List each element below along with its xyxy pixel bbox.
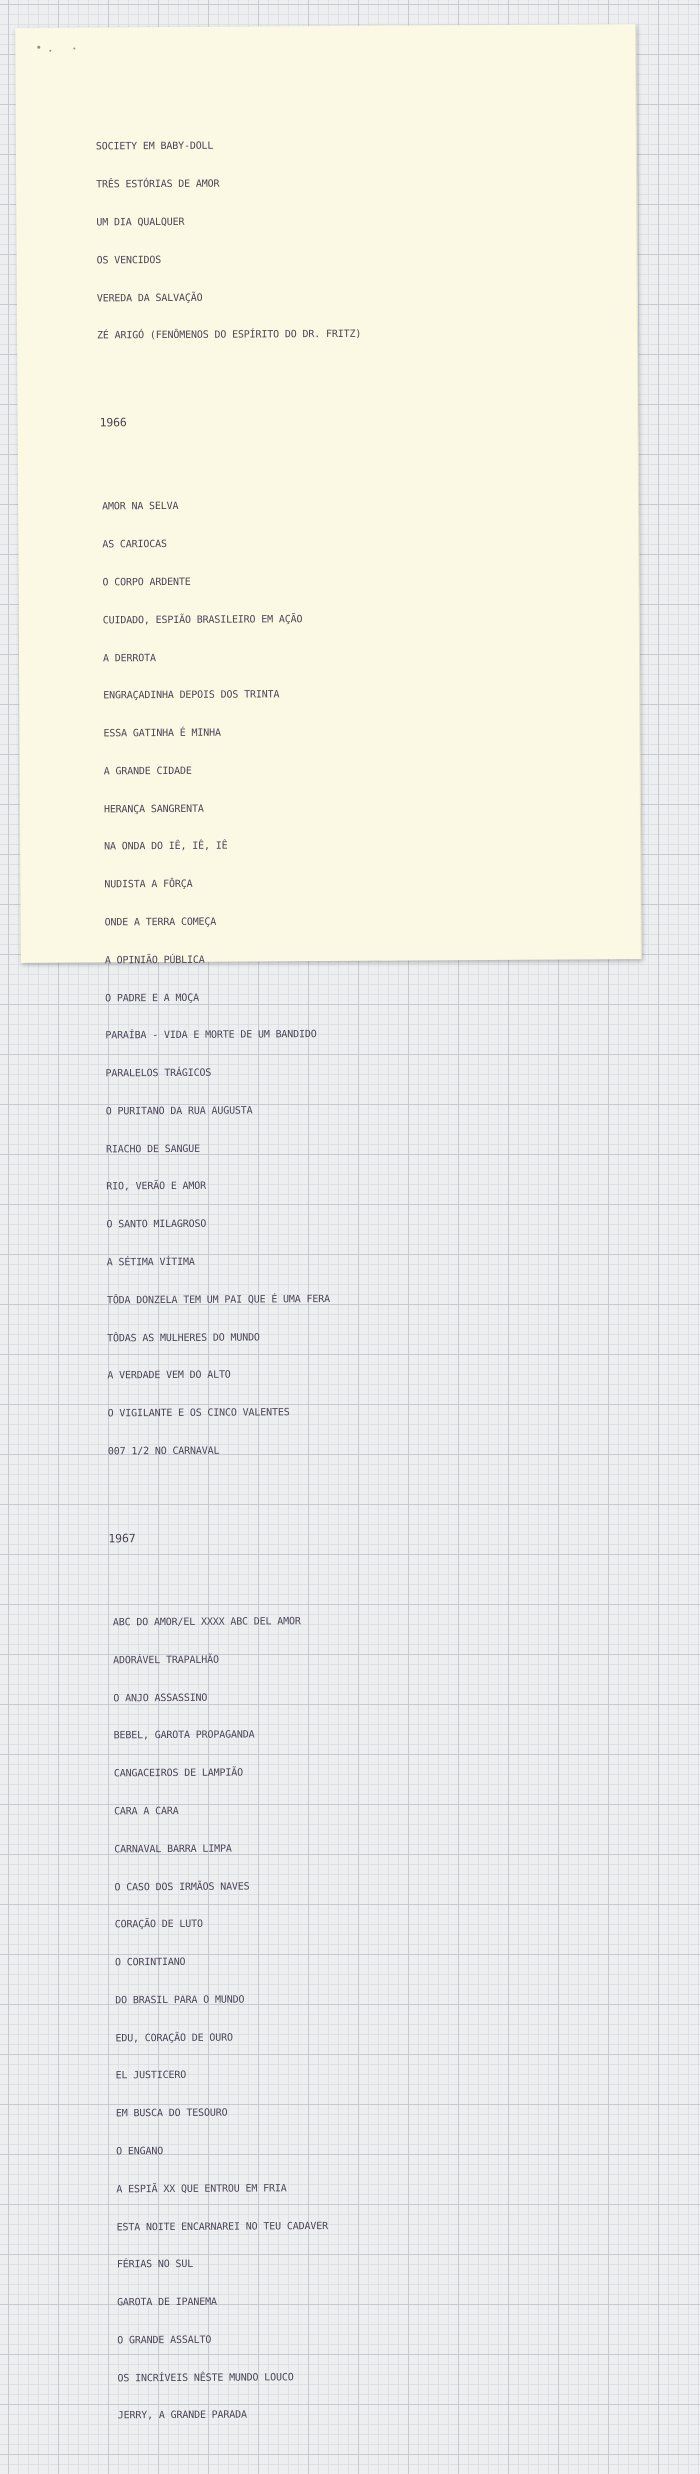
intro-title-block xyxy=(96,115,362,368)
title-line: ABC DO AMOR/EL XXXX ABC DEL AMOR xyxy=(112,1616,301,1629)
paper-speck xyxy=(49,50,51,52)
title-line: PARALELOS TRÁGICOS xyxy=(105,1067,212,1080)
title-line: AS CARIOCAS xyxy=(102,539,167,551)
title-line: O CORPO ARDENTE xyxy=(102,576,191,589)
title-line: AMOR NA SELVA xyxy=(102,501,179,513)
title-line: EL JUSTICERO xyxy=(115,2070,187,2082)
title-line: SOCIETY EM BABY-DOLL xyxy=(95,141,214,153)
title-line: PARAÍBA - VIDA E MORTE DE UM BANDIDO xyxy=(105,1029,317,1042)
paper-speck xyxy=(73,48,75,50)
title-line: EM BUSCA DO TESOURO xyxy=(115,2107,228,2120)
title-line: TÔDA DONZELA TEM UM PAI QUE É UMA FERA xyxy=(106,1293,331,1307)
paper-speck xyxy=(37,46,40,49)
title-line: DO BRASIL PARA O MUNDO xyxy=(115,1994,245,2007)
title-line: O VIGILANTE E OS CINCO VALENTES xyxy=(107,1407,290,1420)
title-line: EDU, CORAÇÃO DE OURO xyxy=(115,2032,233,2044)
title-line: NA ONDA DO IÊ, IÊ, IÊ xyxy=(104,841,228,853)
title-line: CORAÇÃO DE LUTO xyxy=(114,1919,203,1931)
title-line: O GRANDE ASSALTO xyxy=(117,2334,212,2347)
title-line: JERRY, A GRANDE PARADA xyxy=(117,2410,247,2422)
title-line: ESTA NOITE ENCARNAREI NO TEU CADAVER xyxy=(116,2220,328,2233)
title-line: O CASO DOS IRMÃOS NAVES xyxy=(114,1881,250,1893)
title-line: A VERDADE VEM DO ALTO xyxy=(107,1369,231,1382)
title-line: OS INCRÍVEIS NÊSTE MUNDO LOUCO xyxy=(117,2371,294,2385)
title-line: A ESPIÃ XX QUE ENTROU EM FRIA xyxy=(116,2183,287,2196)
title-line: A SÉTIMA VÍTIMA xyxy=(106,1256,195,1269)
title-line: ONDE A TERRA COMEÇA xyxy=(104,916,217,929)
film-title-list xyxy=(96,90,375,2474)
title-line: VEREDA DA SALVAÇÃO xyxy=(96,292,203,304)
title-line: ESSA GATINHA É MINHA xyxy=(103,727,221,740)
title-line: O ENGANO xyxy=(116,2146,164,2158)
title-line: ENGRAÇADINHA DEPOIS DOS TRINTA xyxy=(103,689,280,702)
title-line: A DERROTA xyxy=(102,652,156,664)
section-1966-titles xyxy=(102,475,368,1484)
year-heading-1966: 1966 xyxy=(99,415,127,430)
title-line: GAROTA DE IPANEMA xyxy=(117,2296,217,2309)
title-line: CARNAVAL BARRA LIMPA xyxy=(114,1843,232,1856)
typed-sheet xyxy=(15,24,642,2422)
title-line: HERANÇA SANGRENTA xyxy=(103,803,204,816)
title-line: O ANJO ASSASSINO xyxy=(113,1692,208,1704)
title-line: RIACHO DE SANGUE xyxy=(105,1143,200,1156)
title-line: OS VENCIDOS xyxy=(96,254,162,267)
title-line: O SANTO MILAGROSO xyxy=(106,1219,207,1231)
title-line: CUIDADO, ESPIÃO BRASILEIRO EM AÇÃO xyxy=(102,613,303,627)
year-heading-1967: 1967 xyxy=(108,1530,136,1545)
title-line: CANGACEIROS DE LAMPIÃO xyxy=(113,1767,244,1780)
title-line: O PADRE E A MOÇA xyxy=(105,992,200,1004)
title-line: O PURITANO DA RUA AUGUSTA xyxy=(105,1105,253,1118)
title-line: RIO, VERÃO E AMOR xyxy=(106,1181,207,1193)
title-line: FÉRIAS NO SUL xyxy=(116,2259,194,2271)
title-line: UM DIA QUALQUER xyxy=(96,216,185,229)
title-line: TRÊS ESTÓRIAS DE AMOR xyxy=(96,178,220,191)
title-line: TÔDAS AS MULHERES DO MUNDO xyxy=(107,1332,260,1344)
title-line: BEBEL, GAROTA PROPAGANDA xyxy=(113,1729,255,1742)
title-line: NUDISTA A FÔRÇA xyxy=(104,879,193,891)
title-line: O CORINTIANO xyxy=(114,1956,186,1969)
title-line: A GRANDE CIDADE xyxy=(103,765,192,778)
title-line: A OPINIÃO PÚBLICA xyxy=(104,954,205,967)
title-line: CARA A CARA xyxy=(114,1805,179,1818)
title-line: ADORÁVEL TRAPALHÃO xyxy=(113,1654,219,1667)
title-line: ZÉ ARIGÓ (FENÔMENOS DO ESPÍRITO DO DR. FRITZ) xyxy=(97,329,362,342)
title-line: 007 1/2 NO CARNAVAL xyxy=(107,1445,220,1458)
section-1967-titles xyxy=(113,1591,374,2449)
